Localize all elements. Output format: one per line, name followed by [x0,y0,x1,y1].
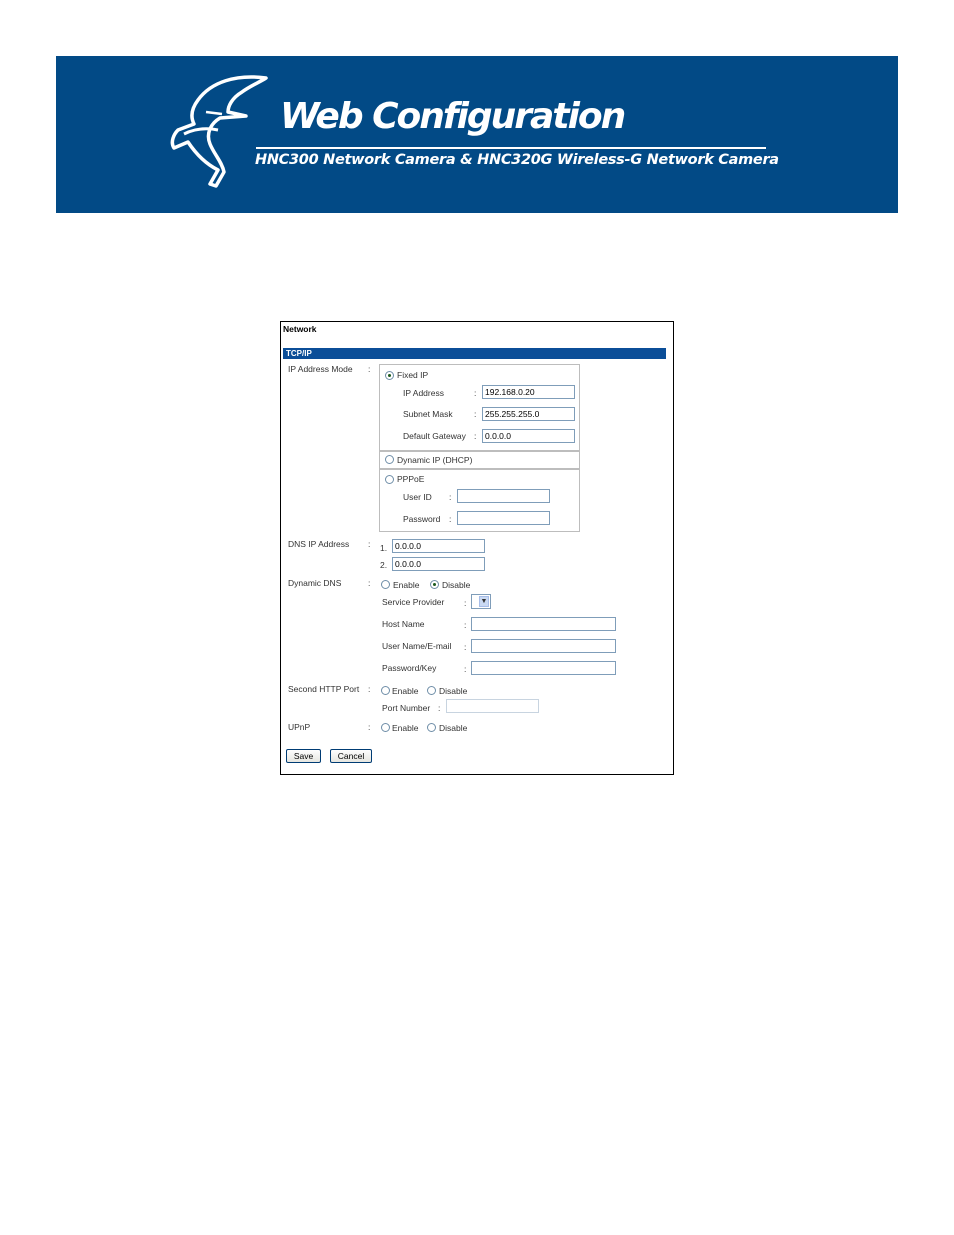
ddns-enable-radio[interactable] [381,580,390,589]
page-heading: Network [283,324,317,334]
upnp-colon: : [368,722,371,732]
dns1-field[interactable]: 0.0.0.0 [392,539,485,553]
cancel-button[interactable]: Cancel [330,749,372,763]
ip-address-label: IP Address [403,388,444,398]
ddns-password-field[interactable] [471,661,616,675]
dns-colon: : [368,539,371,549]
ip-address-colon: : [474,388,477,398]
save-button[interactable]: Save [286,749,321,763]
fixed-ip-label: Fixed IP [397,370,429,380]
subnet-mask-colon: : [474,409,477,419]
http-port-label: Second HTTP Port [288,684,360,694]
chevron-down-icon[interactable]: ▼ [480,598,488,605]
gateway-field[interactable]: 0.0.0.0 [482,429,575,443]
eagle-logo-icon [166,72,276,192]
pppoe-user-id-field[interactable] [457,489,550,503]
subnet-mask-field[interactable]: 255.255.255.0 [482,407,575,421]
http-port-enable-label: Enable [392,686,419,696]
ddns-enable-label: Enable [393,580,420,590]
pppoe-user-id-colon: : [449,492,452,502]
service-provider-colon: : [464,598,467,608]
upnp-label: UPnP [288,722,311,732]
ip-mode-colon: : [368,364,371,374]
dhcp-label: Dynamic IP (DHCP) [397,455,473,465]
gateway-label: Default Gateway [403,431,466,441]
host-name-label: Host Name [382,619,425,629]
upnp-disable-label: Disable [439,723,468,733]
banner-divider [256,147,766,149]
ddns-password-label: Password/Key [382,663,437,673]
port-number-field[interactable] [446,699,539,713]
gateway-colon: : [474,431,477,441]
fixed-ip-radio[interactable] [385,371,394,380]
ddns-password-colon: : [464,664,467,674]
pppoe-password-colon: : [449,514,452,524]
ddns-colon: : [368,578,371,588]
http-port-disable-label: Disable [439,686,468,696]
banner-subtitle: HNC300 Network Camera & HNC320G Wireless-G Network Camera [255,152,779,168]
upnp-enable-label: Enable [392,723,419,733]
header-banner [56,56,898,213]
ddns-user-label: User Name/E-mail [382,641,452,651]
ddns-label: Dynamic DNS [288,578,342,588]
service-provider-select[interactable] [471,594,491,609]
http-port-enable-radio[interactable] [381,686,390,695]
ddns-disable-label: Disable [442,580,471,590]
pppoe-password-field[interactable] [457,511,550,525]
network-settings-panel [280,321,674,775]
host-name-field[interactable] [471,617,616,631]
ddns-user-colon: : [464,642,467,652]
http-port-colon: : [368,684,371,694]
dns1-index: 1. [380,543,388,553]
port-number-label: Port Number [382,703,431,713]
ddns-user-field[interactable] [471,639,616,653]
pppoe-password-label: Password [403,514,441,524]
upnp-enable-radio[interactable] [381,723,390,732]
dhcp-radio[interactable] [385,455,394,464]
dns2-index: 2. [380,560,388,570]
pppoe-user-id-label: User ID [403,492,432,502]
host-name-colon: : [464,620,467,630]
pppoe-radio[interactable] [385,475,394,484]
dns-label: DNS IP Address [288,539,350,549]
ip-address-field[interactable]: 192.168.0.20 [482,385,575,399]
http-port-disable-radio[interactable] [427,686,436,695]
section-bar-tcpip: TCP/IP [283,348,666,359]
banner-title: Web Configuration [280,96,625,137]
port-number-colon: : [438,703,441,713]
ddns-disable-radio[interactable] [430,580,439,589]
pppoe-label: PPPoE [397,474,425,484]
service-provider-label: Service Provider [382,597,445,607]
dns2-field[interactable]: 0.0.0.0 [392,557,485,571]
ip-mode-label: IP Address Mode [288,364,353,374]
upnp-disable-radio[interactable] [427,723,436,732]
subnet-mask-label: Subnet Mask [403,409,453,419]
